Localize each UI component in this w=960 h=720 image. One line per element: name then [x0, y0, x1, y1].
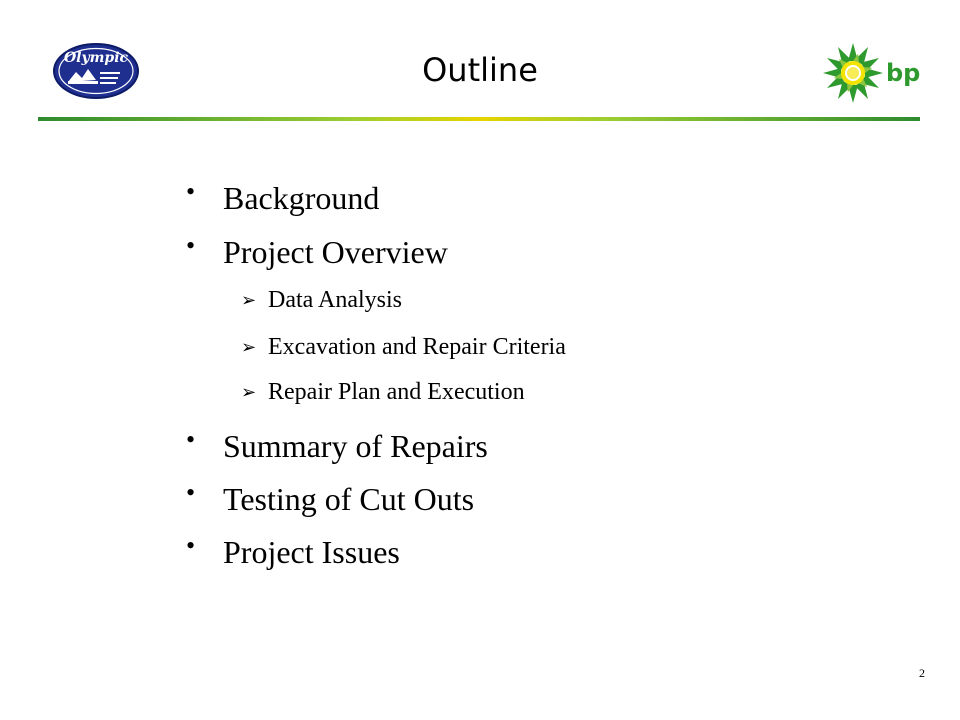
outline-subitem-text: Data Analysis [268, 286, 402, 313]
outline-subitem-text: Excavation and Repair Criteria [268, 333, 566, 360]
arrow-bullet-icon: ➢ [241, 289, 257, 311]
bullet-icon: • [186, 531, 196, 560]
outline-subitem-excavation-criteria [241, 330, 566, 364]
outline-item-text: Summary of Repairs [223, 427, 488, 464]
outline-item-summary-of-repairs [186, 424, 488, 468]
svg-text:bp: bp [886, 59, 921, 87]
bullet-icon: • [186, 478, 196, 507]
arrow-bullet-icon: ➢ [241, 381, 257, 403]
outline-subitem-repair-plan [241, 375, 525, 409]
outline-item-text: Project Issues [223, 533, 400, 570]
outline-item-project-overview [186, 230, 448, 274]
outline-item-text: Project Overview [223, 233, 448, 270]
outline-subitem-text: Repair Plan and Execution [268, 378, 525, 405]
bullet-icon: • [186, 425, 196, 454]
page-number: 2 [919, 666, 925, 680]
slide-title: Outline [422, 51, 538, 89]
outline-subitem-data-analysis [241, 283, 402, 317]
bullet-icon: • [186, 177, 196, 206]
outline-item-project-issues [186, 530, 400, 574]
outline-item-text: Background [223, 179, 380, 216]
arrow-bullet-icon: ➢ [241, 336, 257, 358]
svg-text:Olympic: Olympic [63, 50, 129, 66]
outline-item-testing-cut-outs [186, 477, 474, 521]
outline-item-text: Testing of Cut Outs [223, 480, 475, 517]
outline-item-background [186, 176, 379, 220]
bullet-icon: • [186, 231, 196, 260]
